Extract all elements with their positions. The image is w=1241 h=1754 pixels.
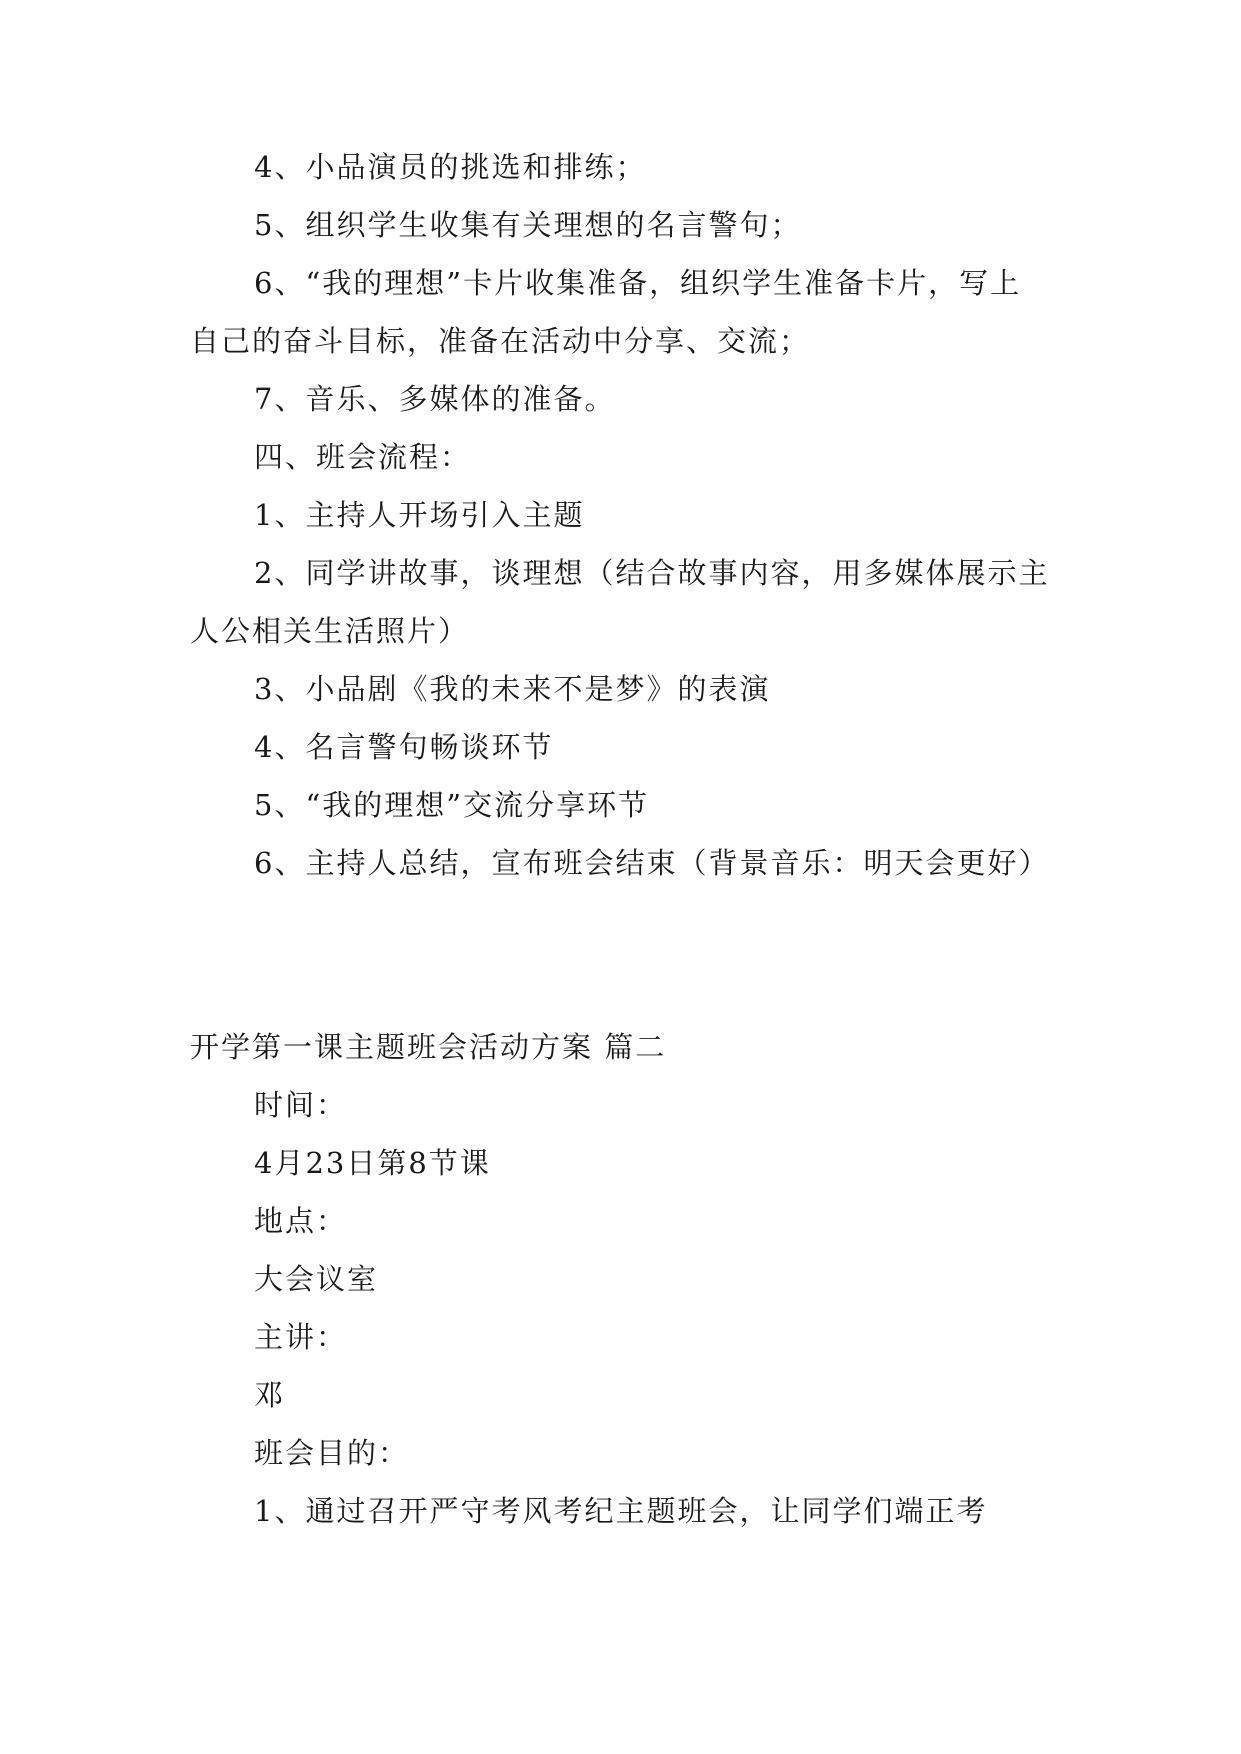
time-label: 时间： [254,1088,348,1122]
flow-item: 4、名言警句畅谈环节 [254,730,554,764]
speaker-value: 邓 [254,1378,286,1412]
flow-item: 5、“我的理想”交流分享环节 [254,788,650,822]
list-item: 6、“我的理想”卡片收集准备，组织学生准备卡片，写上自己的奋斗目标，准备在活动中分享、交流； [190,266,1022,358]
purpose-item: 1、通过召开严守考风考纪主题班会，让同学们端正考 [254,1494,988,1528]
flow-heading: 四、班会流程： [254,440,472,474]
flow-item: 6、主持人总结，宣布班会结束（背景音乐：明天会更好） [254,846,1050,880]
flow-item: 3、小品剧《我的未来不是梦》的表演 [254,672,771,706]
flow-item: 1、主持人开场引入主题 [254,498,585,532]
place-value: 大会议室 [254,1262,379,1296]
list-item: 7、音乐、多媒体的准备。 [254,382,616,416]
time-value: 4月23日第8节课 [254,1146,491,1180]
list-item: 4、小品演员的挑选和排练； [254,150,647,184]
list-item: 5、组织学生收集有关理想的名言警句； [254,208,802,242]
flow-item: 2、同学讲故事，谈理想（结合故事内容，用多媒体展示主人公相关生活照片） [190,556,1050,648]
speaker-label: 主讲： [254,1320,348,1354]
section-title: 开学第一课主题班会活动方案 篇二 [190,1030,667,1064]
purpose-label: 班会目的： [254,1436,410,1470]
place-label: 地点： [254,1204,348,1238]
